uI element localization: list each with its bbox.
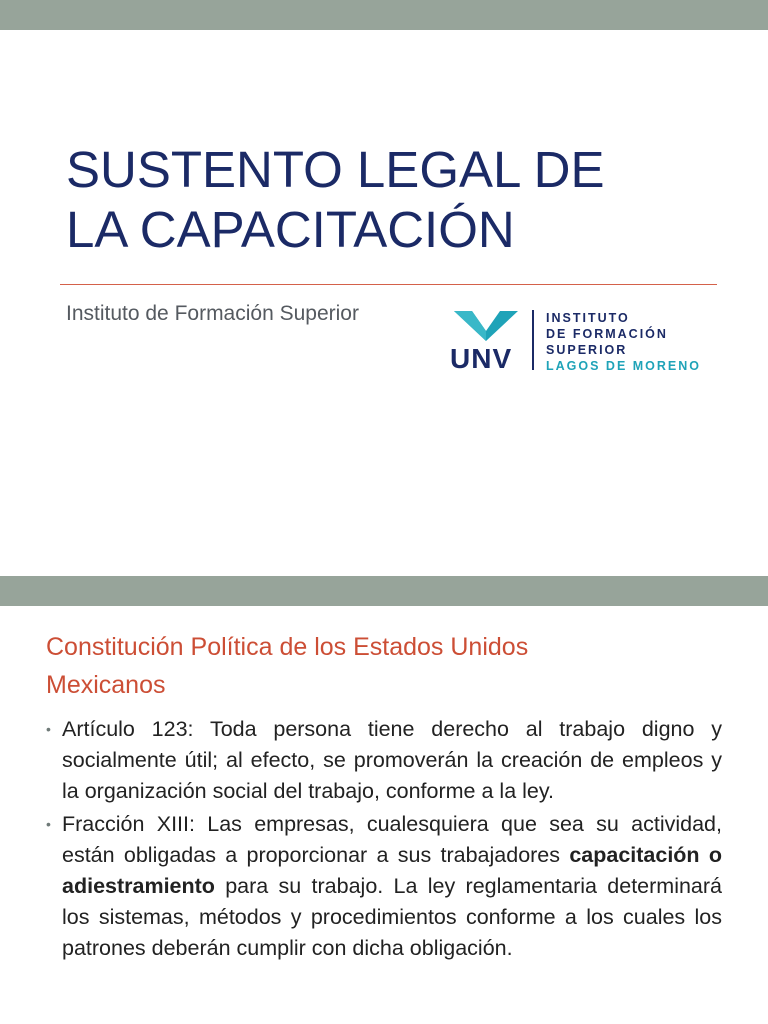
logo-wordmark bbox=[546, 310, 701, 374]
top-band bbox=[0, 0, 768, 30]
bullet-text bbox=[62, 809, 722, 964]
bullet-text: Artículo 123: Toda persona tiene derecho al trabajo digno y socialmente útil; al efecto, se promoverán la creación de empleos y la organización social del trabajo, conforme a la ley. bbox=[62, 717, 722, 803]
bullet-text-after: para su trabajo. La ley reglamentaria determinará los sistemas, métodos y procedimientos conforme a los cuales los patrones deberán cumplir con dicha obligación. bbox=[62, 874, 722, 960]
unv-v-mark-icon bbox=[452, 309, 520, 343]
bullet-marker: • bbox=[46, 816, 51, 832]
logo-line-4: LAGOS DE MORENO bbox=[546, 359, 702, 373]
logo-line-1: INSTITUTO bbox=[546, 311, 630, 325]
logo-line-3: SUPERIOR bbox=[546, 343, 628, 357]
section-heading-line-2: Mexicanos bbox=[46, 671, 166, 699]
title-divider bbox=[60, 284, 717, 285]
logo-divider bbox=[532, 310, 534, 370]
slide-separator-band bbox=[0, 576, 768, 606]
section-heading bbox=[46, 628, 736, 704]
bullet-marker: • bbox=[46, 721, 51, 737]
slide-subtitle: Instituto de Formación Superior bbox=[66, 302, 359, 325]
slide-title-line-2: LA CAPACITACIÓN bbox=[66, 201, 515, 258]
logo-acronym: UNV bbox=[450, 343, 513, 374]
slide-title bbox=[66, 140, 746, 260]
slide-title-line-1: SUSTENTO LEGAL DE bbox=[66, 141, 605, 198]
bullet-item bbox=[46, 714, 722, 807]
logo-line-2: DE FORMACIÓN bbox=[546, 327, 668, 341]
bullet-list bbox=[46, 714, 722, 966]
section-heading-line-1: Constitución Política de los Estados Unidos bbox=[46, 633, 529, 661]
bullet-item bbox=[46, 809, 722, 964]
bullet-text-before: Fracción XIII: Las empresas, cualesquiera que sea su actividad, están obligadas a proporcionar a sus trabajadores bbox=[62, 812, 722, 867]
institute-logo bbox=[438, 300, 718, 382]
bullet-text-emphasis: capacitación o adiestramiento bbox=[62, 843, 722, 898]
